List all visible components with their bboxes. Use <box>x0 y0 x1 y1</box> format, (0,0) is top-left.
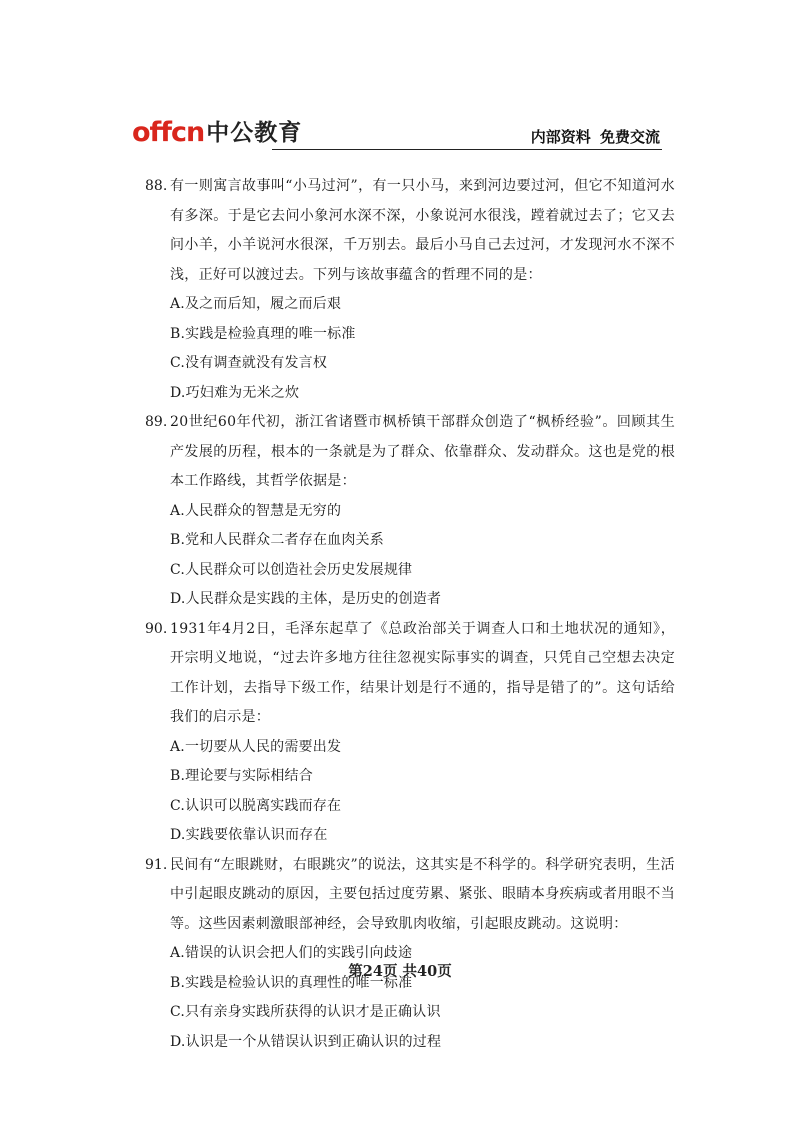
option-b: B.党和人民群众二者存在血肉关系 <box>170 532 384 548</box>
page-header <box>132 118 662 150</box>
question-stem: 1931年4月2日，毛泽东起草了《总政治部关于调查人口和土地状况的通知》，开宗明义地说，“过去许多地方往往忽视实际事实的调查，只凭自己空想去决定工作计划，去指导下级工作，结果计划是行不通的，指导是错了的”。这句话给我们的启示是： <box>170 620 675 725</box>
option-list <box>170 733 675 851</box>
header-note: 内部资料 免费交流 <box>530 128 660 146</box>
option-d: D.人民群众是实践的主体，是历史的创造者 <box>170 591 442 607</box>
option-c: C.没有调查就没有发言权 <box>170 355 328 371</box>
question-88 <box>145 172 675 408</box>
question-number: 91. <box>145 856 168 873</box>
option-c: C.只有亲身实践所获得的认识才是正确认识 <box>170 1004 441 1020</box>
offcn-logo <box>132 118 302 148</box>
option-d: D.实践要依靠认识而存在 <box>170 827 328 843</box>
option-c: C.人民群众可以创造社会历史发展规律 <box>170 561 413 578</box>
question-90 <box>145 615 675 851</box>
question-stem: 有一则寓言故事叫“小马过河”，有一只小马，来到河边要过河，但它不知道河水有多深。于是它去问小象河水深不深，小象说河水很浅，蹚着就过去了；它又去问小羊，小羊说河水很深，千万别去。最后小马自己去过河，才发现河水不深不浅，正好可以渡过去。下列与该故事蕴含的哲理不同的是： <box>170 178 675 283</box>
question-stem: 民间有“左眼跳财，右眼跳灾”的说法，这其实是不科学的。科学研究表明，生活中引起眼皮跳动的原因，主要包括过度劳累、紧张、眼睛本身疾病或者用眼不当等。这些因素刺激眼部神经，会导致肌肉收缩，引起眼皮跳动。这说明： <box>170 856 675 932</box>
option-b: B.实践是检验认识的真理性的唯一标准 <box>170 974 413 991</box>
option-list <box>170 939 675 1057</box>
question-91 <box>145 851 675 1058</box>
question-number: 89. <box>145 414 168 430</box>
question-list <box>145 172 675 1057</box>
option-b: B.实践是检验真理的唯一标准 <box>170 325 356 342</box>
option-d: D.巧妇难为无米之炊 <box>170 384 300 401</box>
page-number: 第24页 共40页 <box>348 963 452 980</box>
option-a: A.人民群众的智慧是无穷的 <box>170 502 342 519</box>
option-b: B.理论要与实际相结合 <box>170 768 313 784</box>
question-number: 90. <box>145 620 168 637</box>
option-a: A.及之而后知，履之而后艰 <box>170 296 342 312</box>
header-rule <box>272 149 662 150</box>
option-c: C.认识可以脱离实践而存在 <box>170 797 342 814</box>
option-a: A.一切要从人民的需要出发 <box>170 738 342 755</box>
option-d: D.认识是一个从错误认识到正确认识的过程 <box>170 1033 442 1050</box>
logo-text-cn: 中公教育 <box>206 120 303 146</box>
question-89 <box>145 408 675 615</box>
option-list <box>170 290 675 408</box>
logo-text-en: offcn <box>132 117 205 148</box>
question-stem: 20世纪60年代初，浙江省诸暨市枫桥镇干部群众创造了“枫桥经验”。回顾其生产发展的历程，根本的一条就是为了群众、依靠群众、发动群众。这也是党的根本工作路线，其哲学依据是： <box>170 414 675 489</box>
question-number: 88. <box>145 178 168 194</box>
option-a: A.错误的认识会把人们的实践引向歧途 <box>170 945 413 961</box>
option-list <box>170 497 675 615</box>
